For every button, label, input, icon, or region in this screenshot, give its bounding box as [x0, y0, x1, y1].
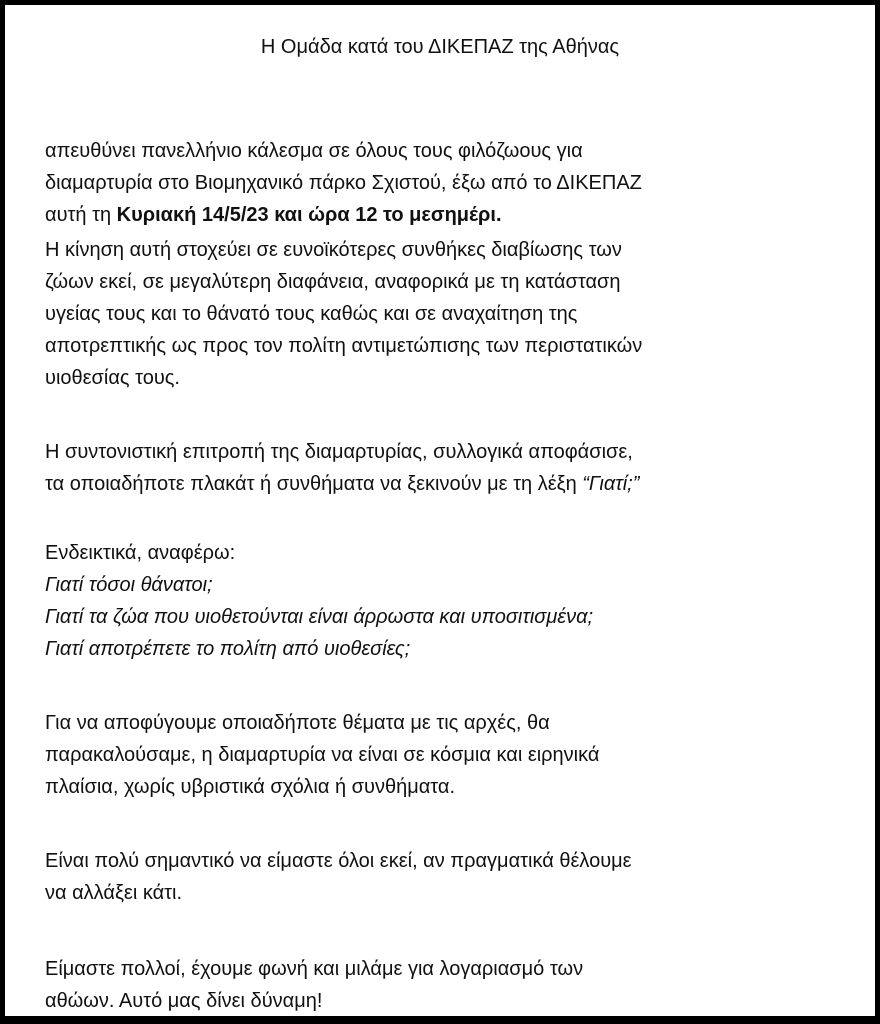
paragraph-importance	[45, 845, 632, 909]
paragraph-committee	[45, 436, 639, 500]
text-line: πλαίσια, χωρίς υβριστικά σχόλια ή συνθήματα.	[45, 776, 456, 798]
paragraph-invitation	[45, 135, 642, 231]
text-line: υγείας τους και το θάνατό τους καθώς και σε αναχαίτηση της	[45, 303, 578, 325]
text-line: Είμαστε πολλοί, έχουμε φωνή και μιλάμε για λογαριασμό των	[45, 958, 584, 980]
text-line: Η συντονιστική επιτροπή της διαμαρτυρίας, συλλογικά αποφάσισε,	[45, 441, 633, 463]
text-line	[45, 199, 642, 231]
text-span: τα οποιαδήποτε πλακάτ ή συνθήματα να ξεκινούν με τη λέξη	[45, 473, 583, 495]
event-date-time: Κυριακή 14/5/23 και ώρα 12 το μεσημέρι.	[116, 204, 502, 226]
example-slogan: Γιατί τα ζώα που υιοθετούνται είναι άρρωστα και υποσιτισμένα;	[45, 606, 594, 628]
text-line: Είναι πολύ σημαντικό να είμαστε όλοι εκεί, αν πραγματικά θέλουμε	[45, 850, 632, 872]
paragraph-conduct	[45, 707, 599, 803]
document-title: Η Ομάδα κατά του ΔΙΚΕΠΑΖ της Αθήνας	[260, 36, 620, 58]
text-line: να αλλάξει κάτι.	[45, 882, 183, 904]
text-line: Για να αποφύγουμε οποιαδήποτε θέματα με τις αρχές, θα	[45, 712, 550, 734]
keyword-why: “Γιατί;”	[582, 473, 640, 495]
text-line: Ενδεικτικά, αναφέρω:	[45, 542, 236, 564]
text-line: αποτρεπτικής ως προς τον πολίτη αντιμετώπισης των περιστατικών	[45, 335, 643, 357]
text-line: απευθύνει πανελλήνιο κάλεσμα σε όλους τους φιλόζωους για	[45, 140, 583, 162]
text-line: υιοθεσίας τους.	[45, 367, 180, 389]
example-slogan: Γιατί τόσοι θάνατοι;	[45, 574, 213, 596]
text-line: αθώων. Αυτό μας δίνει δύναμη!	[45, 990, 323, 1012]
paragraph-examples	[45, 537, 593, 665]
text-line: Η κίνηση αυτή στοχεύει σε ευνοϊκότερες συνθήκες διαβίωσης των	[45, 239, 622, 261]
text-span: αυτή τη	[45, 204, 117, 226]
text-line: ζώων εκεί, σε μεγαλύτερη διαφάνεια, αναφορικά με τη κατάσταση	[45, 271, 621, 293]
text-line	[45, 468, 639, 500]
paragraph-closing	[45, 953, 583, 1017]
text-line: παρακαλούσαμε, η διαμαρτυρία να είναι σε κόσμια και ειρηνικά	[45, 744, 600, 766]
document-page	[5, 5, 875, 1016]
paragraph-goals	[45, 234, 642, 394]
text-line: διαμαρτυρία στο Βιομηχανικό πάρκο Σχιστού, έξω από το ΔΙΚΕΠΑΖ	[45, 172, 642, 194]
example-slogan: Γιατί αποτρέπετε το πολίτη από υιοθεσίες;	[45, 638, 411, 660]
